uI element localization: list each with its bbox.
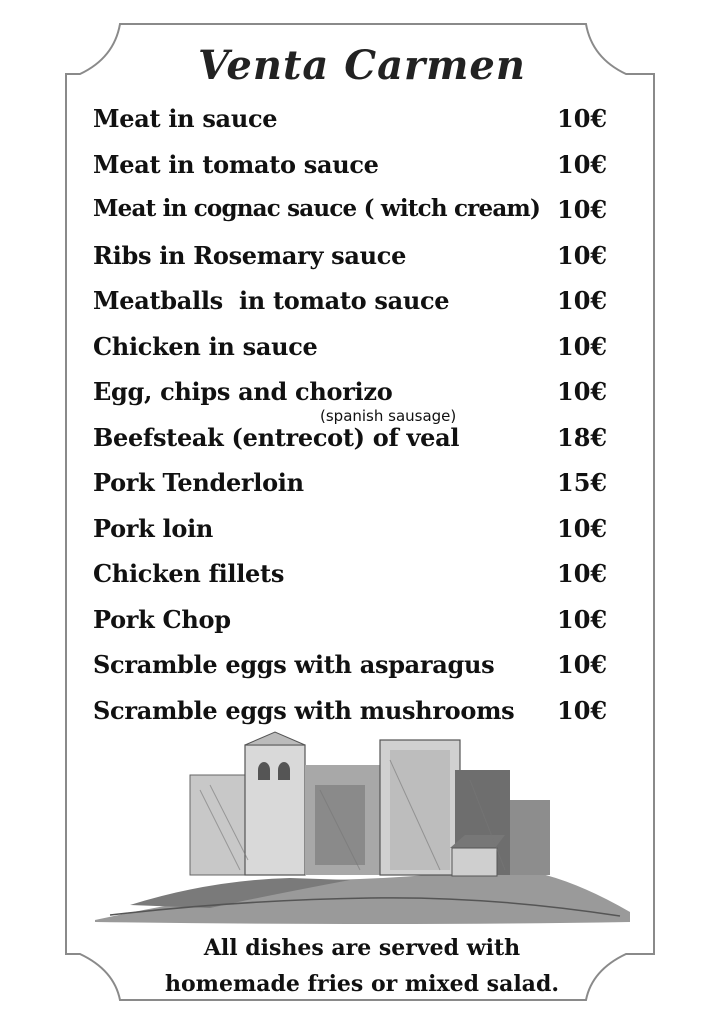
menu-item (93, 601, 613, 641)
item-name: Pork Tenderloin (93, 468, 304, 497)
item-name: Chicken in sauce (93, 332, 318, 361)
item-price: 10€ (557, 514, 608, 543)
item-price: 10€ (557, 650, 608, 679)
item-price: 10€ (557, 150, 608, 179)
item-name: Scramble eggs with asparagus (93, 650, 495, 679)
item-price: 10€ (557, 332, 608, 361)
footer-line-1: All dishes are served with (203, 935, 521, 961)
item-name: Meat in tomato sauce (93, 150, 379, 179)
item-name: Ribs in Rosemary sauce (93, 241, 407, 270)
menu-item (93, 510, 613, 550)
item-price: 10€ (557, 195, 608, 224)
item-name: Meat in sauce (93, 104, 278, 133)
menu-item (93, 419, 613, 459)
menu-item (93, 146, 613, 186)
restaurant-title: Venta Carmen (198, 42, 526, 89)
item-price: 15€ (557, 468, 608, 497)
item-name: Beefsteak (entrecot) of veal (93, 423, 460, 452)
castle-illustration (90, 730, 635, 930)
item-price: 18€ (557, 423, 608, 452)
menu-item (93, 464, 613, 504)
menu-item (93, 328, 613, 368)
item-price: 10€ (557, 559, 608, 588)
item-price: 10€ (557, 286, 608, 315)
menu-item (93, 646, 613, 686)
footer-line-2: homemade fries or mixed salad. (165, 971, 559, 997)
footer-note (0, 930, 724, 1002)
menu-item (93, 692, 613, 732)
item-name: Egg, chips and chorizo (93, 377, 393, 406)
item-price: 10€ (557, 605, 608, 634)
item-name: Meatballs in tomato sauce (93, 286, 450, 315)
menu-item (93, 282, 613, 322)
menu-item (93, 100, 613, 140)
menu-item (93, 237, 613, 277)
item-price: 10€ (557, 696, 608, 725)
item-name: Scramble eggs with mushrooms (93, 696, 515, 725)
item-name: Meat in cognac sauce ( witch cream) (93, 195, 541, 222)
menu-item (93, 555, 613, 595)
item-price: 10€ (557, 104, 608, 133)
item-price: 10€ (557, 377, 608, 406)
menu-item (93, 191, 613, 231)
chorizo-note: (spanish sausage) (320, 407, 457, 425)
item-name: Chicken fillets (93, 559, 285, 588)
item-name: Pork loin (93, 514, 214, 543)
item-price: 10€ (557, 241, 608, 270)
item-name: Pork Chop (93, 605, 231, 634)
